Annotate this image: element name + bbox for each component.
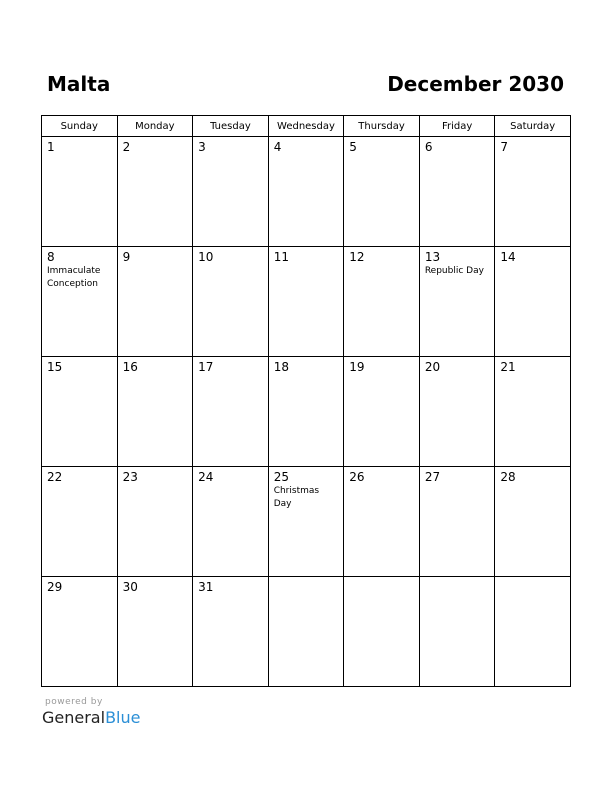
day-cell [42, 577, 118, 687]
day-cell [117, 357, 193, 467]
empty-day-cell [268, 577, 344, 687]
holiday-label: Republic Day [424, 266, 484, 276]
day-number: 8 [47, 250, 55, 264]
day-cell [495, 467, 571, 577]
brand-general-text: General [42, 708, 106, 727]
day-cell [193, 577, 269, 687]
day-cell [117, 577, 193, 687]
day-cell-content [118, 137, 193, 155]
day-number: 16 [122, 360, 138, 374]
day-number: 12 [349, 250, 365, 264]
day-cell [268, 137, 344, 247]
day-cell-content [193, 577, 268, 595]
week-row [42, 247, 571, 357]
day-number: 13 [424, 250, 441, 264]
day-cell-content [118, 247, 193, 265]
week-row [42, 577, 571, 687]
day-number: 7 [500, 140, 509, 154]
day-number: 17 [198, 360, 214, 374]
day-number: 10 [198, 250, 214, 264]
day-cell [495, 357, 571, 467]
day-cell-content [193, 467, 268, 485]
day-cell [117, 247, 193, 357]
day-cell-content [118, 577, 193, 595]
day-cell [268, 467, 344, 577]
holiday-label: Christmas Day [273, 486, 320, 509]
day-cell [419, 137, 495, 247]
day-cell [42, 247, 118, 357]
day-cell [419, 467, 495, 577]
day-cell-content [42, 467, 117, 485]
day-cell [344, 357, 420, 467]
day-number: 19 [349, 360, 365, 374]
day-number: 30 [122, 580, 138, 594]
weekday-friday: Friday [419, 116, 495, 137]
holiday-label: Immaculate Conception [47, 266, 101, 289]
day-cell-content [118, 357, 193, 375]
weekday-tuesday: Tuesday [193, 116, 269, 137]
powered-by-label: powered by [45, 697, 103, 707]
day-number: 15 [47, 360, 63, 374]
day-number: 14 [500, 250, 516, 264]
weekday-saturday: Saturday [495, 116, 571, 137]
day-number: 29 [47, 580, 63, 594]
day-cell [495, 137, 571, 247]
day-cell-content [495, 247, 570, 265]
empty-day-cell [495, 577, 571, 687]
day-cell-content [495, 357, 570, 375]
day-cell [419, 357, 495, 467]
day-cell-content [269, 247, 344, 265]
day-cell-content [495, 137, 570, 155]
day-cell-content [193, 137, 268, 155]
day-cell-content [495, 577, 570, 580]
generalblue-logo [42, 708, 140, 728]
week-row [42, 137, 571, 247]
day-number: 20 [424, 360, 441, 374]
day-cell-content [269, 137, 344, 155]
day-cell-content [269, 577, 344, 580]
day-cell [193, 137, 269, 247]
day-cell-content [42, 357, 117, 375]
day-number: 2 [122, 140, 131, 154]
day-number: 27 [424, 470, 441, 484]
day-cell [344, 467, 420, 577]
day-cell-content [420, 577, 495, 580]
country-title: Malta [47, 72, 111, 96]
day-number: 23 [122, 470, 138, 484]
day-number: 22 [47, 470, 63, 484]
day-number: 21 [500, 360, 516, 374]
day-cell-content [269, 467, 344, 511]
day-cell [193, 467, 269, 577]
day-cell [193, 357, 269, 467]
empty-day-cell [344, 577, 420, 687]
day-cell-content [344, 247, 419, 265]
day-number: 31 [198, 580, 214, 594]
day-number: 4 [273, 140, 282, 154]
weekday-header-row [42, 116, 571, 137]
day-cell [193, 247, 269, 357]
day-number: 1 [47, 140, 55, 154]
day-cell [268, 357, 344, 467]
day-number: 25 [273, 470, 289, 484]
calendar-grid [41, 115, 571, 687]
day-number: 24 [198, 470, 214, 484]
day-cell [419, 247, 495, 357]
day-number: 18 [273, 360, 289, 374]
day-number: 6 [424, 140, 433, 154]
day-cell [117, 137, 193, 247]
weekday-thursday: Thursday [344, 116, 420, 137]
day-number: 11 [273, 250, 289, 264]
day-cell-content [344, 137, 419, 155]
day-cell-content [118, 467, 193, 485]
day-number: 3 [198, 140, 206, 154]
day-cell-content [420, 357, 495, 375]
day-number: 5 [349, 140, 357, 154]
day-cell [344, 247, 420, 357]
month-title: December 2030 [387, 72, 564, 96]
day-cell-content [42, 577, 117, 595]
day-cell-content [420, 137, 495, 155]
day-cell [42, 357, 118, 467]
day-cell [117, 467, 193, 577]
day-cell-content [42, 247, 117, 291]
day-cell-content [193, 357, 268, 375]
weekday-monday: Monday [117, 116, 193, 137]
weekday-sunday: Sunday [42, 116, 118, 137]
day-number: 26 [349, 470, 365, 484]
day-cell-content [344, 357, 419, 375]
day-cell-content [344, 467, 419, 485]
day-cell [42, 467, 118, 577]
day-cell-content [344, 577, 419, 580]
day-cell-content [495, 467, 570, 485]
week-row [42, 467, 571, 577]
week-row [42, 357, 571, 467]
empty-day-cell [419, 577, 495, 687]
day-cell [42, 137, 118, 247]
day-cell-content [420, 467, 495, 485]
day-number: 9 [122, 250, 131, 264]
day-cell [344, 137, 420, 247]
day-cell-content [193, 247, 268, 265]
brand-blue-text: Blue [105, 708, 141, 727]
day-cell [495, 247, 571, 357]
day-cell-content [269, 357, 344, 375]
weekday-wednesday: Wednesday [268, 116, 344, 137]
day-cell-content [420, 247, 495, 278]
day-cell-content [42, 137, 117, 155]
day-cell [268, 247, 344, 357]
day-number: 28 [500, 470, 516, 484]
